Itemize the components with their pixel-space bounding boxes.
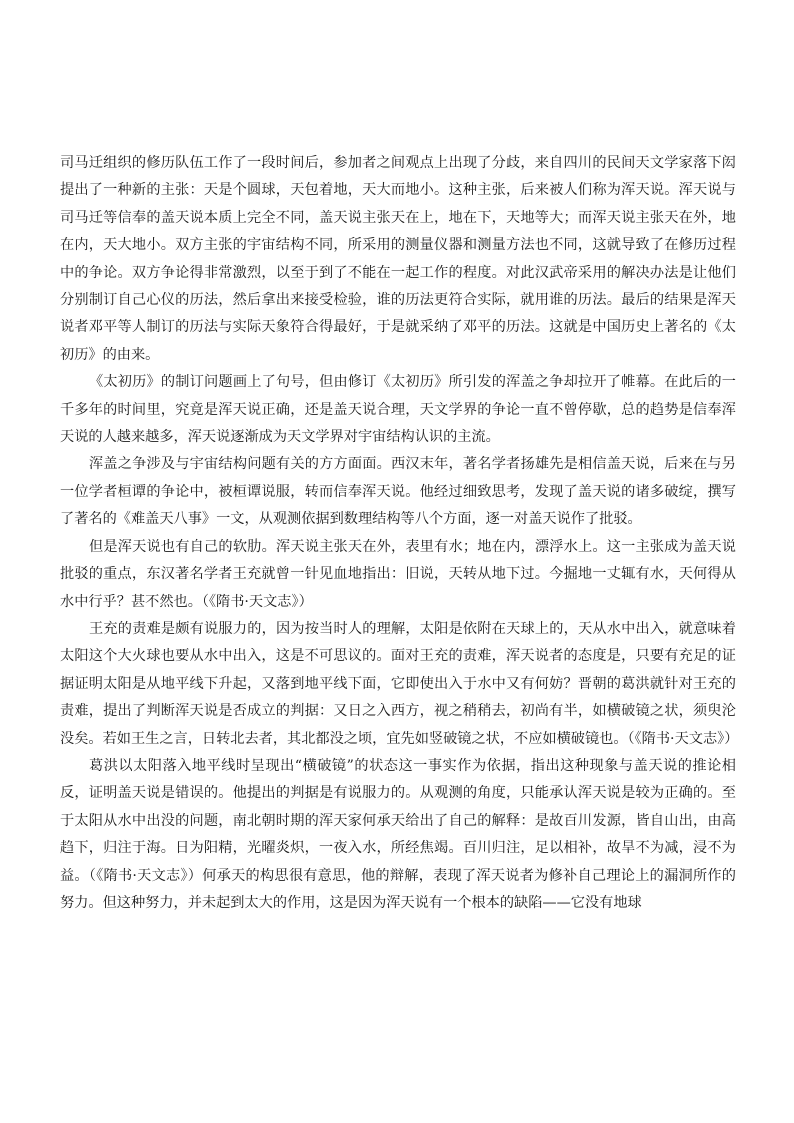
paragraph-2: 《太初历》的制订问题画上了句号，但由修订《太初历》所引发的浑盖之争却拉开了帷幕。在此后的一千多年的时间里，究竟是浑天说正确，还是盖天说合理，天文学界的争论一直不曾停歇，总的趋势是信奉浑天说的人越来越多，浑天说逐渐成为天文学界对宇宙结构认识的主流。 <box>60 374 736 446</box>
paragraph-4: 但是浑天说也有自己的软肋。浑天说主张天在外，表里有水；地在内，漂浮水上。这一主张成为盖天说批驳的重点，东汉著名学者王充就曾一针见血地指出：旧说，天转从地下过。今掘地一丈辄有水，天何得从水中行乎？甚不然也。（《隋书·天文志》） <box>60 538 736 610</box>
paragraph-3: 浑盖之争涉及与宇宙结构问题有关的方方面面。西汉末年，著名学者扬雄先是相信盖天说，后来在与另一位学者桓谭的争论中，被桓谭说服，转而信奉浑天说。他经过细致思考，发现了盖天说的诸多破绽，撰写了著名的《难盖天八事》一文，从观测依据到数理结构等八个方面，逐一对盖天说作了批驳。 <box>60 456 736 528</box>
paragraph-6: 葛洪以太阳落入地平线时呈现出“横破镜”的状态这一事实作为依据，指出这种现象与盖天说的推论相反，证明盖天说是错误的。他提出的判据是有说服力的。从观测的角度，只能承认浑天说是较为正确的。至于太阳从水中出没的问题，南北朝时期的浑天家何承天给出了自己的解释：是故百川发源，皆自山出，由高趋下，归注于海。日为阳精，光曜炎炽，一夜入水，所经焦竭。百川归注，足以相补，故旱不为减，浸不为益。（《隋书·天文志》）何承天的构思很有意思，他的辩解，表现了浑天说者为修补自己理论上的漏洞所作的努力。但这种努力，并未起到太大的作用，这是因为浑天说有一个根本的缺陷——它没有地球 <box>60 757 736 911</box>
document-body <box>60 150 739 917</box>
paragraph-5: 王充的责难是颇有说服力的，因为按当时人的理解，太阳是依附在天球上的，天从水中出入，就意味着太阳这个大火球也要从水中出入，这是不可思议的。面对王充的责难，浑天说者的态度是，只要有充足的证据证明太阳是从地平线下升起，又落到地平线下面，它即使出入于水中又有何妨？晋朝的葛洪就针对王充的责难，提出了判断浑天说是否成立的判据：又日之入西方，视之稍稍去，初尚有半，如横破镜之状，须臾沦没矣。若如王生之言，日转北去者，其北都没之顷，宜先如竖破镜之状，不应如横破镜也。（《隋书·天文志》） <box>60 620 739 747</box>
paragraph-1: 司马迁组织的修历队伍工作了一段时间后，参加者之间观点上出现了分歧，来自四川的民间天文学家落下闳提出了一种新的主张：天是个圆球，天包着地，天大而地小。这种主张，后来被人们称为浑天说。浑天说与司马迁等信奉的盖天说本质上完全不同，盖天说主张天在上，地在下，天地等大；而浑天说主张天在外，地在内，天大地小。双方主张的宇宙结构不同，所采用的测量仪器和测量方法也不同，这就导致了在修历过程中的争论。双方争论得非常激烈，以至于到了不能在一起工作的程度。对此汉武帝采用的解决办法是让他们分别制订自己心仪的历法，然后拿出来接受检验，谁的历法更符合实际，就用谁的历法。最后的结果是浑天说者邓平等人制订的历法与实际天象符合得最好，于是就采纳了邓平的历法。这就是中国历史上著名的《太初历》的由来。 <box>60 155 736 363</box>
